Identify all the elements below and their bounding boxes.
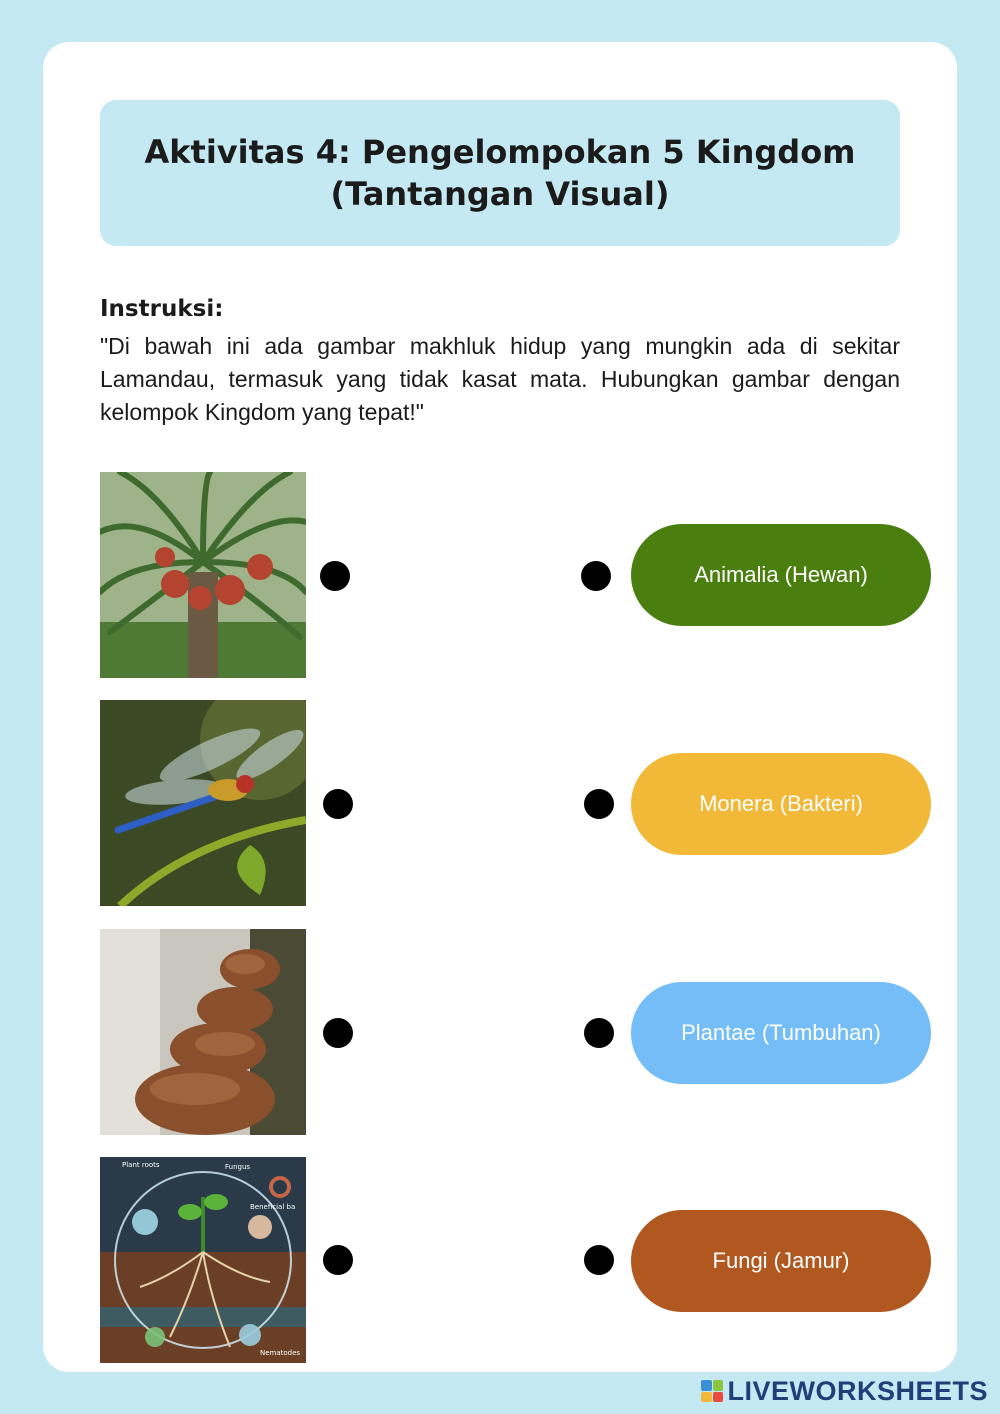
soil-microbe-picture [100,1157,306,1363]
footer-brand: LIVEWORKSHEETS [727,1375,988,1406]
page-title: Aktivitas 4: Pengelompokan 5 Kingdom (Tantangan Visual) [144,133,856,213]
caption-fungus: Fungus [225,1163,251,1171]
option-fungi-label: Fungi (Jamur) [712,1248,850,1273]
liveworksheets-logo[interactable] [701,1376,988,1406]
option-4-connect-dot[interactable] [584,1245,614,1275]
caption-plant-roots: Plant roots [122,1161,160,1169]
option-1-connect-dot[interactable] [581,561,611,591]
caption-nematodes: Nematodes [260,1349,301,1357]
option-fungi [631,1210,931,1312]
option-2-connect-dot[interactable] [584,789,614,819]
picture-1-connect-dot[interactable] [320,561,350,591]
picture-3-connect-dot[interactable] [323,1018,353,1048]
option-3-connect-dot[interactable] [584,1018,614,1048]
picture-2-connect-dot[interactable] [323,789,353,819]
option-monera [631,753,931,855]
liveworksheets-mark-icon [701,1380,723,1402]
option-animalia-label: Animalia (Hewan) [694,562,868,587]
caption-beneficial: Beneficial ba [250,1203,296,1211]
dragonfly-picture [100,700,306,906]
option-monera-label: Monera (Bakteri) [699,791,863,816]
mushroom-picture [100,929,306,1135]
title-banner [100,100,900,246]
option-plantae [631,982,931,1084]
palm-tree-picture [100,472,306,678]
option-plantae-label: Plantae (Tumbuhan) [681,1020,881,1045]
instructions-text: "Di bawah ini ada gambar makhluk hidup yang mungkin ada di sekitar Lamandau, termasuk yang tidak kasat mata. Hubungkan gambar dengan kelompok Kingdom yang tepat!" [100,333,900,425]
picture-4-connect-dot[interactable] [323,1245,353,1275]
option-animalia [631,524,931,626]
instructions-label: Instruksi: [100,296,224,322]
